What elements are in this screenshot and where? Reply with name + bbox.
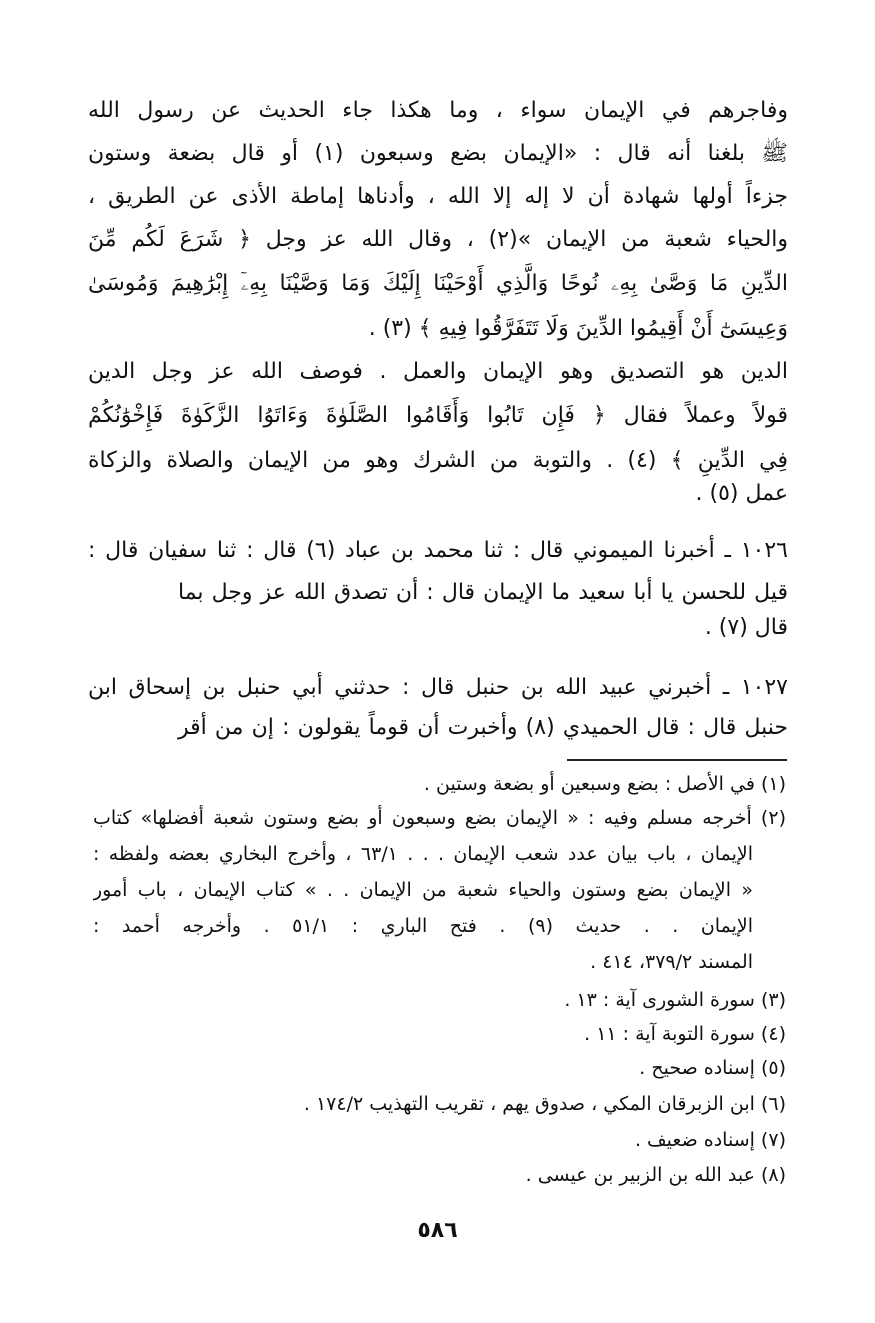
main-text [88,0,788,760]
footnote-2: (٢) أخرجه مسلم وفيه : « الإيمان بضع وسبعون أو بضع وستون شعبة أفضلها» كتاب [93,807,786,829]
text-line: قيل للحسن يا أبا سعيد ما الإيمان قال : أن تصدق الله عز وجل بما [178,580,788,605]
footnote-8: (٨) عبد الله بن الزبير بن عيسى . [525,1164,786,1186]
text-line: والحياء شعبة من الإيمان »(٢) ، وقال الله عز وجل ﴿ شَرَعَ لَكُم مِّنَ [88,227,788,252]
quran-verse-line: قولاً وعملاً فقال ﴿ فَإِن تَابُوا وَأَقَامُوا الصَّلَوٰةَ وَءَاتَوُا الزَّكَوٰةَ فَإِخْوَٰنُكُمْ [88,403,788,428]
footnote-6: (٦) ابن الزبرقان المكي ، صدوق يهم ، تقريب التهذيب ١٧٤/٢ . [303,1093,786,1115]
narration-1026-line: ١٠٢٦ ـ أخبرنا الميموني قال : ثنا محمد بن عباد (٦) قال : ثنا سفيان قال : [88,538,788,563]
footnote-2-cont: المسند ٣٧٩/٢، ٤١٤ . [590,951,753,973]
footnote-1: (١) في الأصل : بضع وسبعين أو بضعة وستين . [423,773,786,795]
text-line: الدين هو التصديق وهو الإيمان والعمل . فوصف الله عز وجل الدين [88,359,788,384]
page-number: ٥٨٦ [417,1218,458,1243]
footnote-7: (٧) إسناده ضعيف . [634,1129,786,1151]
text-line: فِي الدِّينِ ﴾ (٤) . والتوبة من الشرك وهو من الإيمان والصلاة والزكاة [88,448,788,473]
footnote-2-cont: الإيمان ، باب بيان عدد شعب الإيمان . . . ٦٣/١ ، وأخرج البخاري بعضه ولفظه : [93,843,753,865]
text-line: وفاجرهم في الإيمان سواء ، وما هكذا جاء الحديث عن رسول الله [88,98,788,123]
narration-1027-line: ١٠٢٧ ـ أخبرني عبيد الله بن حنبل قال : حدثني أبي حنبل بن إسحاق ابن [88,675,788,700]
footnote-separator [567,759,787,761]
text-line: ﷺ بلغنا أنه قال : «الإيمان بضع وسبعون (١) أو قال بضعة وستون [88,141,788,166]
footnote-2-cont: « الإيمان بضع وستون والحياء شعبة من الإيمان . . » كتاب الإيمان ، باب أمور [93,879,753,901]
text-line: عمل (٥) . [695,481,788,506]
text-line: قال (٧) . [704,615,788,640]
footnote-4: (٤) سورة التوبة آية : ١١ . [584,1023,786,1045]
footnote-5: (٥) إسناده صحيح . [639,1057,786,1079]
footnote-2-cont: الإيمان . . حديث (٩) . فتح الباري : ٥١/١ . وأخرجه أحمد : [93,915,753,937]
quran-verse-line: وَعِيسَىٰٓ أَنْ أَقِيمُوا الدِّينَ وَلَا تَتَفَرَّقُوا فِيهِ ﴾ (٣) . [368,316,788,341]
quran-verse-line: الدِّينِ مَا وَصَّىٰ بِهِۦ نُوحًا وَالَّذِي أَوْحَيْنَا إِلَيْكَ وَمَا وَصَّيْنَا بِهِۦٓ إِبْرَٰهِيمَ وَمُوسَىٰ [88,271,788,296]
text-line: جزءاً أولها شهادة أن لا إله إلا الله ، وأدناها إماطة الأذى عن الطريق ، [88,184,788,209]
text-line: حنبل قال : قال الحميدي (٨) وأخبرت أن قوماً يقولون : إن من أقر [178,715,788,740]
footnote-3: (٣) سورة الشورى آية : ١٣ . [564,989,786,1011]
